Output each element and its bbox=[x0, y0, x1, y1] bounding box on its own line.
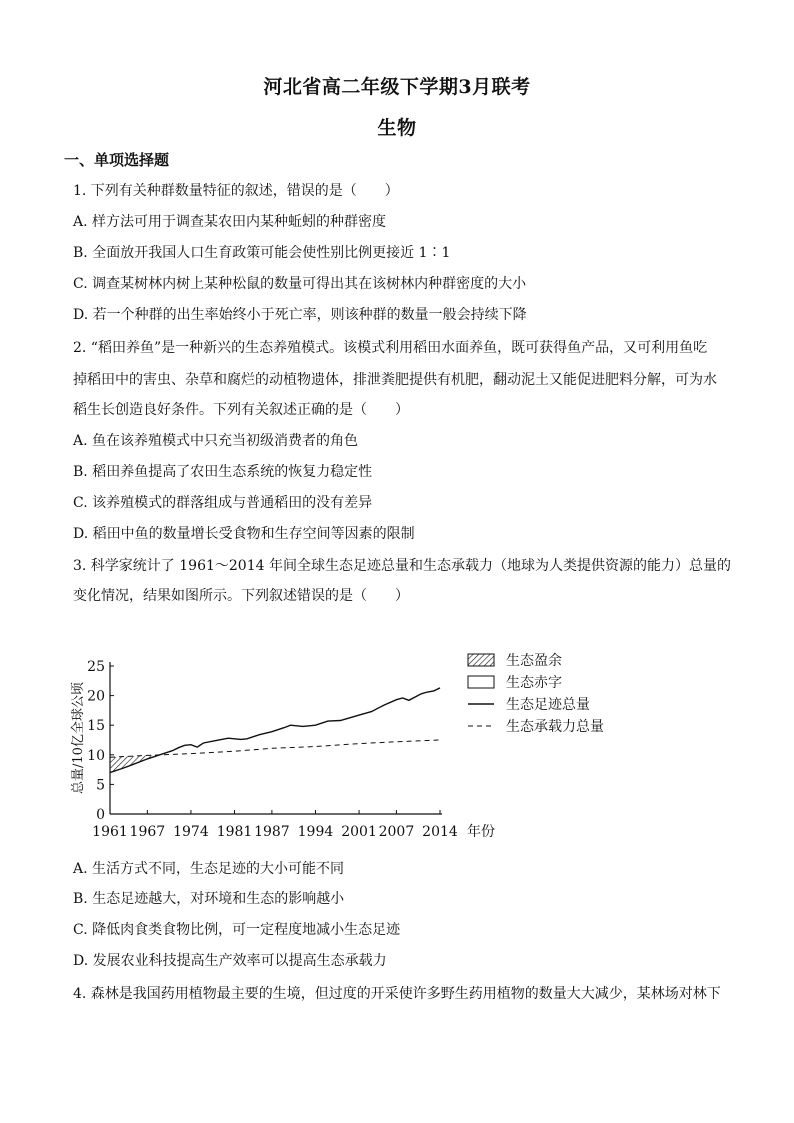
question-2-option-d: D. 稻田中鱼的数量增长受食物和生存空间等因素的限制 bbox=[73, 526, 415, 542]
section-heading: 一、单项选择题 bbox=[64, 151, 170, 169]
x-tick-label: 1981 bbox=[216, 824, 253, 840]
question-1-option-b: B. 全面放开我国人口生育政策可能会使性别比例更接近 1∶1 bbox=[73, 245, 451, 261]
legend-label: 生态盈余 bbox=[506, 653, 562, 669]
legend-label: 生态承载力总量 bbox=[506, 719, 604, 735]
x-tick-label: 1987 bbox=[254, 824, 290, 840]
y-tick-label: 0 bbox=[96, 807, 105, 823]
question-1-option-d: D. 若一个种群的出生率始终小于死亡率，则该种群的数量一般会持续下降 bbox=[73, 307, 527, 323]
x-tick-label: 1967 bbox=[129, 824, 166, 840]
legend-label: 生态足迹总量 bbox=[506, 697, 590, 713]
legend-swatch-surplus bbox=[468, 654, 494, 666]
y-axis-label: 总量/10亿全球公顷 bbox=[71, 682, 86, 794]
x-tick-label: 1994 bbox=[297, 824, 334, 840]
question-3-stem-line-2: 变化情况，结果如图所示。下列叙述错误的是（ ） bbox=[73, 588, 409, 604]
x-tick-label: 2007 bbox=[378, 824, 415, 840]
y-tick-label: 10 bbox=[87, 747, 105, 764]
legend-label: 生态赤字 bbox=[506, 675, 562, 691]
question-4-stem: 4. 森林是我国药用植物最主要的生境，但过度的开采使许多野生药用植物的数量大大减少，某林场对林下 bbox=[73, 986, 721, 1002]
question-1-option-c: C. 调查某树林内树上某种松鼠的数量可得出其在该树林内种群密度的大小 bbox=[73, 276, 527, 292]
question-2-stem-line-1: 2. “稻田养鱼”是一种新兴的生态养殖模式。该模式利用稻田水面养鱼，既可获得鱼产品，又可利用鱼吃 bbox=[73, 340, 708, 356]
question-2-stem-line-3: 稻生长创造良好条件。下列有关叙述正确的是（ ） bbox=[73, 402, 409, 418]
subject-title: 生物 bbox=[377, 117, 417, 139]
question-3-option-d: D. 发展农业科技提高生产效率可以提高生态承载力 bbox=[73, 953, 387, 969]
question-3-stem-line-1: 3. 科学家统计了 1961～2014 年间全球生态足迹总量和生态承载力（地球为人类提供资源的能力）总量的 bbox=[73, 558, 731, 574]
x-axis-label: 年份 bbox=[467, 824, 495, 840]
question-3-option-a: A. 生活方式不同，生态足迹的大小可能不同 bbox=[73, 861, 345, 877]
ecological-footprint-chart bbox=[70, 644, 650, 844]
question-2-option-b: B. 稻田养鱼提高了农田生态系统的恢复力稳定性 bbox=[73, 464, 373, 480]
question-2-stem-line-2: 掉稻田中的害虫、杂草和腐烂的动植物遗体，排泄粪肥提供有机肥，翻动泥土又能促进肥料分解，可为水 bbox=[73, 372, 717, 388]
legend-swatch-deficit bbox=[468, 676, 494, 688]
question-1-option-a: A. 样方法可用于调查某农田内某种蚯蚓的种群密度 bbox=[73, 214, 387, 230]
y-tick-label: 20 bbox=[87, 688, 105, 705]
y-tick-label: 15 bbox=[87, 718, 105, 735]
question-2-option-c: C. 该养殖模式的群落组成与普通稻田的没有差异 bbox=[73, 495, 373, 511]
x-tick-label: 1974 bbox=[173, 824, 209, 840]
series-line-capacity bbox=[110, 740, 440, 757]
x-tick-label: 1961 bbox=[92, 824, 128, 840]
y-tick-label: 5 bbox=[96, 777, 105, 794]
x-tick-label: 2001 bbox=[341, 824, 377, 840]
page-title: 河北省高二年级下学期3月联考 bbox=[263, 76, 531, 98]
question-1-stem: 1. 下列有关种群数量特征的叙述，错误的是（ ） bbox=[73, 183, 399, 199]
y-tick-label: 25 bbox=[87, 659, 105, 675]
question-3-option-c: C. 降低肉食类食物比例，可一定程度地减小生态足迹 bbox=[73, 922, 401, 938]
series-line-footprint bbox=[110, 688, 440, 773]
question-3-option-b: B. 生态足迹越大，对环境和生态的影响越小 bbox=[73, 891, 345, 907]
x-tick-label: 2014 bbox=[422, 824, 458, 840]
question-2-option-a: A. 鱼在该养殖模式中只充当初级消费者的角色 bbox=[73, 433, 359, 449]
